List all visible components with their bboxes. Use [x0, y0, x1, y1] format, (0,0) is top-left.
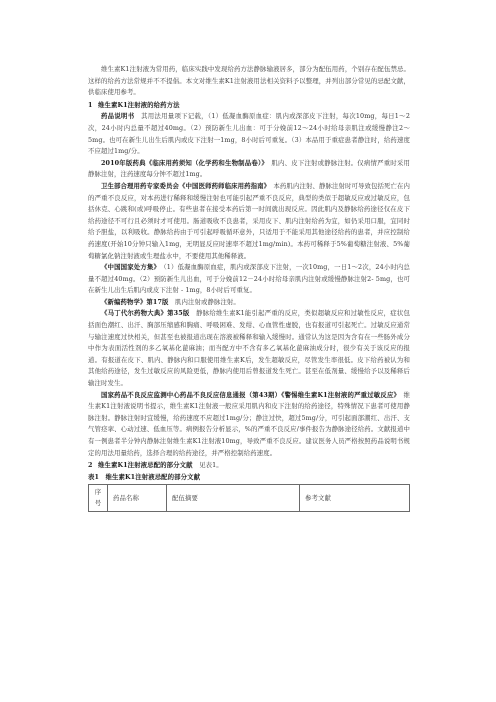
source-title: 卫生部合理用药专家委员会《中国医师药师临床用药指南》 [101, 181, 267, 190]
paragraph-new-pharmacology [88, 297, 410, 309]
paragraph-text: 其用法用量项下记载，（1）低凝血酶原血症：肌内或深部皮下注射，每次10mg，每日1～2次，24小时内总量不超过40mg。（2）预防新生儿出血：可于分娩前12～24小时给母亲肌注或缓慢静注2～5mg。也可在新生儿出生后肌内或皮下注射一1mg，8小时后可重复。（3）本品用于重症患者静注时，给药速度不应超过1mg/分。 [88, 112, 410, 156]
paragraph-text: 静脉给维生素K1能引起严重的反应，类似超敏反应和过敏性反应，症状包括面色潮红、出汗、胸部压缩感和胸痛、呼吸困难、发绀、心血管性虚脱，也有报道可引起死亡。过敏反应通常与输注速度过快相关，但甚至也被报道出现在溶液被稀释和输入缓慢时。通常认为这是因为含有在一些肠外成分中作为表面活性剂的多乙氧基化蓖麻油；而当配方中不含有多乙氧基化蓖麻油成分时，很少有关于该反应的报道。有报道在皮下、肌内、静脉内和口服使用维生素K后，发生超敏反应，尽管发生率很低。皮下给药被认为和其他给药途径，发生过敏反应的风险更低，静脉内使用后曾报道发生死亡。甚至在低剂量、缓慢给予以及稀释后输注时发生。 [88, 309, 410, 388]
section-1-number: 1 [88, 100, 93, 109]
table-caption [88, 472, 410, 484]
paragraph-pharmacopoeia [88, 158, 410, 181]
section-1-heading [88, 100, 410, 112]
paragraph-adr-bulletin [88, 390, 410, 460]
header-summary: 配伍摘要 [167, 485, 300, 512]
paragraph-text: （1）低凝血酶原血症，肌内或深部皮下注射，一次10mg，一日1～2次，24小时内总量不超过40mg。（2）预防新生儿出血，可于分娩前12－24小时给母亲肌内注射或缓慢静脉注射2- 5mg，也可在新生儿出生后肌内或皮下注射 - 1mg，8小时后可重复。 [88, 263, 410, 295]
source-title: 2010年版药典《临床用药须知（化学药和生物制品卷）》 [101, 158, 265, 167]
section-1-title: 维生素K1注射液的给药方法 [98, 100, 180, 109]
header-index: 序号 [89, 485, 108, 512]
source-title: 《中国国家处方集》 [101, 263, 157, 272]
paragraph-text: 肌内注射或静脉注射。 [168, 297, 240, 306]
paragraph-martindale [88, 308, 410, 389]
table-caption-number: 表1 [88, 472, 100, 481]
table-caption-text: 维生素K1注射液忌配的部分文献 [105, 472, 201, 481]
paragraph-clinical-guide [88, 181, 410, 262]
section-2-heading [88, 460, 410, 472]
paragraph-text: 肌内、皮下注射或静脉注射。仅病情严重时采用静脉注射，注药速度每分钟不超过1mg。 [88, 158, 410, 179]
incompatibility-table [88, 484, 410, 512]
header-drug-name: 药品名称 [108, 485, 167, 512]
paragraph-text: 维生素K1注射液说明书提示，维生素K1注射液一般应采用肌内和皮下注射的给药途径，特殊情况下患者可使用静脉注射。静脉注射时宜缓慢，给药速度不应超过1mg/分；静注过快，超过5mg/分，可引起面部潮红、出汗、支气管痉挛、心动过速、低血压等。病例报告分析显示，%的严重不良反应/事件报告为静脉途径给药。文献报道中有一例患者半分钟内静脉注射维生素K1注射液10mg，导致严重不良反应。建议医务人员严格按照药品说明书规定的用法用量给药，选择合理的给药途径，并严格控制给药速度。 [88, 390, 410, 457]
document-page [88, 64, 410, 512]
section-2-title: 维生素K1注射液忌配的部分文献 [98, 461, 193, 470]
intro-paragraph: 维生素K1注射液为常用药，临床实践中发现给药方法静脉输液居多，部分为配伍用药，个别存在配伍禁忌。这样的给药方法常规并不不提倡。本文对维生素K1注射液用法相关资料予以整理，并列出部分常见的忌配文献，供临床使用参考。 [88, 65, 410, 97]
section-2-number: 2 [88, 461, 93, 470]
source-title: 药品说明书 [101, 112, 135, 121]
section-2-note: 见表1。 [199, 461, 223, 470]
source-title: 《马丁代尔药物大典》第35版 [101, 309, 190, 318]
paragraph-package-insert [88, 111, 410, 157]
header-reference: 参考文献 [300, 485, 410, 512]
paragraph-national-formulary [88, 262, 410, 297]
source-title: 国家药品不良反应监测中心药品不良反应信息通报（第43期）《警惕维生素K1注射液的严重过敏反应》 [101, 390, 397, 399]
table-header-row [89, 485, 410, 512]
paragraph-text: 本药肌内注射、静脉注射时可导致包括死亡在内的严重不良反应，对本药进行稀释和缓慢注射也可能引起严重不良反应，典型的类似于超敏反应或过敏反应，包括休克、心跳和(或)呼吸停止。有些患者在接受本药后第一时间就出现反应。因此肌内及静脉给药途径仅在皮下给药途径不可行且必须时才可使用。肠道吸收不良患者，采用皮下、肌内注射给药为宜，如仍采用口服，宜同时给予胆盐，以利吸收。静脉给药由于可引起呼吸循环意外，只适用于不能采用其他途径给药的患者，并应控制给药速度(开始10分钟只输入1mg，无明显反应时速率不超过1mg/min)。本药可稀释于5%葡萄糖注射液、5%葡萄糖氯化钠注射液或生理盐水中，不要使用其他稀释液。 [88, 181, 411, 260]
source-title: 《新编药物学》第17版 [101, 297, 169, 306]
